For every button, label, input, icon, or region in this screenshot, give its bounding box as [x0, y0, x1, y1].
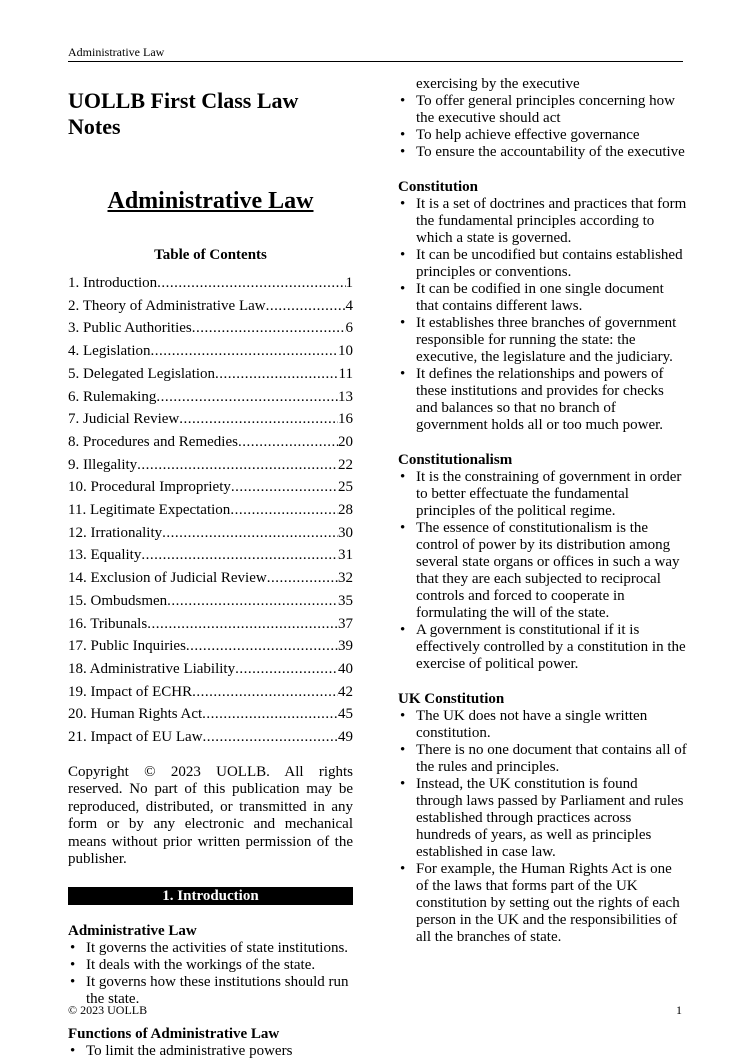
- toc-entry-label: 12. Irrationality: [68, 524, 163, 541]
- subheading-constitutionalism: Constitutionalism: [398, 452, 513, 468]
- bullet-list: [398, 469, 688, 673]
- list-item: • It governs the activities of state institutions.: [68, 940, 353, 957]
- toc-entry-label: 13. Equality: [68, 547, 142, 564]
- toc-entry[interactable]: [68, 635, 353, 658]
- toc-entry[interactable]: [68, 272, 353, 295]
- list-item: • It deals with the workings of the state.: [68, 957, 353, 974]
- toc-entry[interactable]: [68, 567, 353, 590]
- toc-leader: [156, 386, 338, 409]
- toc-entry-label: 21. Impact of EU Law: [68, 729, 203, 746]
- list-item: • For example, the Human Rights Act is one of the laws that forms part of the UK constitution by setting out the rights of each person in the UK and the responsibilities of all the branches of state.: [398, 861, 688, 946]
- toc-entry[interactable]: [68, 499, 353, 522]
- footer-copyright: © 2023 UOLLB: [68, 1003, 148, 1017]
- list-item: • It can be uncodified but contains established principles or conventions.: [398, 247, 688, 281]
- toc-leader: [192, 681, 338, 704]
- toc-leader: [266, 295, 346, 318]
- toc-entry-page: 4: [345, 297, 353, 314]
- toc-leader: [147, 613, 338, 636]
- toc-entry[interactable]: [68, 613, 353, 636]
- list-item: • The essence of constitutionalism is the control of power by its distribution among several state organs or offices in such a way that they are each subjected to reciprocal controls and forced to cooperate in formulating the will of the state.: [398, 520, 688, 622]
- document-subtitle: UOLLB First Class Law Notes: [68, 88, 299, 139]
- toc-entry[interactable]: [68, 522, 353, 545]
- list-item: • To ensure the accountability of the executive: [398, 144, 688, 161]
- subheading-functions: Functions of Administrative Law: [68, 1025, 280, 1042]
- list-item: • To limit the administrative powers: [68, 1043, 353, 1060]
- toc-entry-label: 10. Procedural Impropriety: [68, 479, 231, 496]
- toc-leader: [203, 726, 338, 749]
- toc-entry-label: 4. Legislation: [68, 343, 151, 360]
- toc-entry-page: 45: [338, 706, 353, 723]
- toc-entry-page: 1: [345, 275, 353, 291]
- subheading-constitution: Constitution: [398, 179, 479, 195]
- list-item: • To offer general principles concerning how the executive should act: [398, 93, 688, 127]
- toc-entry-label: 3. Public Authorities: [68, 320, 192, 337]
- list-item: • It establishes three branches of government responsible for running the state: the executive, the legislature and the judiciary.: [398, 315, 688, 366]
- toc-entry[interactable]: [68, 703, 353, 726]
- toc-leader: [167, 590, 338, 613]
- right-column: [398, 76, 688, 946]
- toc-entry-page: 28: [338, 502, 353, 519]
- toc-entry-label: 17. Public Inquiries: [68, 638, 186, 655]
- list-item: • It is a set of doctrines and practices that form the fundamental principles according to which a state is governed.: [398, 196, 688, 247]
- bullet-list: [398, 196, 688, 434]
- toc-entry[interactable]: [68, 317, 353, 340]
- toc-entry-label: 14. Exclusion of Judicial Review: [68, 570, 267, 587]
- toc-entry[interactable]: [68, 658, 353, 681]
- toc-entry-label: 2. Theory of Administrative Law: [68, 297, 266, 314]
- toc-entry[interactable]: [68, 431, 353, 454]
- toc-entry-label: 11. Legitimate Expectation: [68, 502, 231, 519]
- subheading-administrative-law: Administrative Law: [68, 922, 197, 939]
- toc-entry-page: 20: [338, 433, 353, 450]
- toc-entry-label: 16. Tribunals: [68, 615, 148, 632]
- toc-entry-page: 35: [338, 592, 353, 609]
- list-item: • A government is constitutional if it is effectively controlled by a constitution in the exercise of political power.: [398, 622, 688, 673]
- toc-leader: [186, 635, 338, 658]
- toc-entry-page: 49: [338, 729, 353, 746]
- toc-leader: [202, 703, 338, 726]
- list-item: • It governs how these institutions should run the state.: [68, 974, 353, 1008]
- toc-entry[interactable]: [68, 544, 353, 567]
- toc-entry-label: 19. Impact of ECHR: [68, 683, 193, 700]
- toc-entry-page: 30: [338, 524, 353, 541]
- toc-entry-page: 31: [338, 547, 353, 564]
- copyright-notice: Copyright © 2023 UOLLB. All rights reserved. No part of this publication may be reproduced, distributed, or transmitted in any form or by any electronic and mechanical means without prior written permission of the publisher.: [68, 763, 353, 868]
- toc-entry[interactable]: [68, 408, 353, 431]
- bullet-list: [68, 940, 353, 1008]
- left-column: [68, 88, 353, 1060]
- toc-entry-page: 37: [338, 615, 353, 632]
- toc-leader: [162, 522, 338, 545]
- toc-entry-label: 18. Administrative Liability: [68, 660, 236, 677]
- toc-leader: [215, 363, 339, 386]
- bullet-list: [68, 1043, 353, 1060]
- toc-entry-page: 25: [338, 479, 353, 496]
- toc-entry-page: 11: [338, 365, 353, 382]
- toc-entry-label: 8. Procedures and Remedies: [68, 433, 238, 450]
- toc-entry[interactable]: [68, 590, 353, 613]
- list-item: • It defines the relationships and powers of these institutions and provides for checks and balances so that no branch of government holds all or too much power.: [398, 366, 688, 434]
- toc-entry-page: 6: [345, 320, 353, 337]
- toc-leader: [179, 408, 338, 431]
- toc-entry-label: 15. Ombudsmen: [68, 592, 168, 609]
- toc-leader: [137, 454, 338, 477]
- toc-entry[interactable]: [68, 726, 353, 749]
- toc-entry-label: 5. Delegated Legislation: [68, 365, 216, 382]
- toc-heading: Table of Contents: [154, 247, 267, 263]
- toc-leader: [231, 476, 338, 499]
- list-item: • There is no one document that contains all of the rules and principles.: [398, 742, 688, 776]
- list-item: • The UK does not have a single written constitution.: [398, 708, 688, 742]
- toc-entry[interactable]: [68, 454, 353, 477]
- toc-entry[interactable]: [68, 340, 353, 363]
- page-number: 1: [676, 1003, 682, 1017]
- toc-entry-label: 20. Human Rights Act: [68, 706, 203, 723]
- toc-entry-page: 42: [338, 683, 353, 700]
- toc-leader: [151, 340, 339, 363]
- section-heading-introduction: 1. Introduction: [68, 887, 353, 905]
- toc-entry-page: 39: [338, 638, 353, 655]
- bullet-list: [398, 708, 688, 946]
- toc-entry-page: 16: [338, 411, 353, 428]
- toc-entry-page: 10: [338, 343, 353, 360]
- toc-entry-label: 6. Rulemaking: [68, 388, 157, 405]
- toc-leader: [141, 544, 338, 567]
- bullet-list: [398, 93, 688, 161]
- toc-entry[interactable]: [68, 681, 353, 704]
- list-item: • To help achieve effective governance: [398, 127, 688, 144]
- toc-entry-page: 32: [338, 570, 353, 587]
- list-item-continuation: exercising by the executive: [416, 76, 580, 92]
- toc-leader: [192, 317, 346, 340]
- document-title: Administrative Law: [107, 188, 314, 214]
- toc-leader: [230, 499, 338, 522]
- table-of-contents: [68, 272, 353, 749]
- list-item: • It is the constraining of government in order to better effectuate the fundamental principles of the political regime.: [398, 469, 688, 520]
- toc-entry-label: 9. Illegality: [68, 456, 138, 473]
- toc-entry-page: 13: [338, 388, 353, 405]
- toc-leader: [157, 272, 345, 295]
- running-header: Administrative Law: [68, 45, 683, 62]
- list-item: • Instead, the UK constitution is found through laws passed by Parliament and rules established through practices across hundreds of years, as well as principles established in case law.: [398, 776, 688, 861]
- toc-leader: [267, 567, 338, 590]
- toc-leader: [235, 658, 338, 681]
- toc-entry[interactable]: [68, 476, 353, 499]
- toc-entry[interactable]: [68, 295, 353, 318]
- toc-entry[interactable]: [68, 386, 353, 409]
- toc-entry[interactable]: [68, 363, 353, 386]
- toc-entry-label: 1. Introduction: [68, 275, 158, 291]
- list-item: • It can be codified in one single document that contains different laws.: [398, 281, 688, 315]
- toc-leader: [238, 431, 338, 454]
- toc-entry-label: 7. Judicial Review: [68, 411, 180, 428]
- subheading-uk-constitution: UK Constitution: [398, 691, 505, 707]
- toc-entry-page: 22: [338, 456, 353, 473]
- toc-entry-page: 40: [338, 660, 353, 677]
